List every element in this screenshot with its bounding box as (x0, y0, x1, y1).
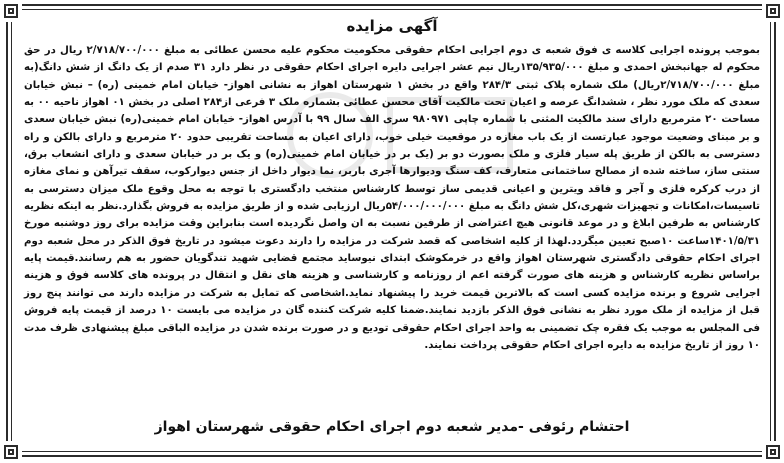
corner-ornament-bottom-left (0, 441, 22, 463)
corner-ornament-bottom-right (762, 441, 784, 463)
notice-body: بموجب پرونده اجرایی کلاسه ی فوق شعبه ی دوم اجرایی احکام حقوقی محکومیت محکوم علیه محسن عطائی به مبلغ ۲/۷۱۸/۷۰۰/۰۰۰ ریال در حق محکوم له جهانبخش احمدی و مبلغ ۱۳۵/۹۳۵/۰۰۰ریال نیم عشر اجرایی دایره اجرای احکام حقوقی در نظر دارد ۳۱ صدم از یک دانگ از شش دانگ(به مبلغ ۲/۷۱۸/۷۰۰/۰۰۰ریال) ملک شماره پلاک ثبتی ۲۸۴/۳ واقع در بخش ۱ شهرستان اهواز به نشانی اهواز- خیابان امام خمینی (ره) – نبش خیابان سعدی که ملک مورد نظر ، ششدانگ عرصه و اعیان تحت مالکیت آقای محسن عطائی بشماره ملک ۳ فرعی از۲۸۴ اصلی در بخش ۰۱ اهواز ناحیه ۰۰ به مساحت ۲۰ مترمربع دارای سند مالکیت المثنی با شماره چاپی ۹۸۰۹۷۱ سری الف سال ۹۹ با آدرس اهواز- خیابان امام خمینی(ره) نبش خیابان سعدی و بر مبنای وضعیت موجود عبارتست از یک باب مغازه در موقعیت خیلی خوب، دارای اعیان به مساحت تقریبی حدود ۲۰ مترمربع و دارای بالکن و راه دسترسی به بالکن از طریق پله سیار فلزی و ملک بصورت دو بر (یک بر در خیابان امام خمینی(ره) و یک بر در خیابان سعدی و دارای انشعاب برق، سنتی ساز، ساخته شده از مصالح ساختمانی متعارف، کف سنگ ودیوارها آجری باربر، نما دیوار داخل از جنس دیوارکوب، سقف تیرآهن و نمای مغازه از درب کرکره فلزی و آجر و فاقد ویترین و اعیانی قدیمی ساز توسط کارشناس منتخب دادگستری با توجه به محل وقوع ملک میزان دسترسی به تاسیسات،امکانات و تجهیزات شهری،کل شش دانگ به مبلغ ۵۴/۰۰۰/۰۰۰/۰۰۰ریال ارزیابی شده و از طریق مزایده به فروش بگذارد.نظر به اینکه نظریه کارشناس به طرفین ابلاغ و در موعد قانونی هیچ اعتراضی از طرفین نسبت به ان واصل نگردیده است بنابراین وقت مزایده برای روز دوشنبه مورخ ۱۴۰۱/۵/۳۱ساعت ۱۰صبح تعیین میگردد.لهذا از کلیه اشخاصی که قصد شرکت در مزایده را دارند دعوت میشود در تاریخ فوق الذکر در محل شعبه دوم اجرای احکام حقوقی دادگستری شهرستان اهواز واقع در خرمکوشک ابتدای نیوساید مجتمع قضایی شهید تندگویان حضور به هم رسانند.قیمت پایه براساس نظریه کارشناس و هزینه های صورت گرفته اعم از روزنامه و کارشناسی و هزینه های نقل و انتقال در پرونده های کلاسه فوق و هزینه اجرایی شروع و برنده مزایده کسی است که بالاترین قیمت خرید را پیشنهاد نماید.اشخاصی که تمایل به شرکت در مزایده دارند می توانند پنج روز قبل از مزایده از ملک مورد نظر به نشانی فوق الذکر بازدید نمایند.ضمنا کلیه شرکت کننده گان در مزایده می بایست ۱۰ درصد از قیمت پایه فروش فی المجلس به موجب یک فقره چک تضمینی به واحد اجرای احکام حقوقی تودیع و در صورت برنده شدن در مزایده الباقی مبلغ پیشنهادی ظرف مدت ۱۰ روز از تاریخ مزایده به دایره اجرای احکام حقوقی پرداخت نمایند. (24, 45, 761, 351)
notice-signature: احتشام رئوفی -مدیر شعبه دوم اجرای احکام حقوقی شهرستان اهواز (154, 419, 630, 435)
notice-title: آگهی مزایده (346, 17, 438, 35)
